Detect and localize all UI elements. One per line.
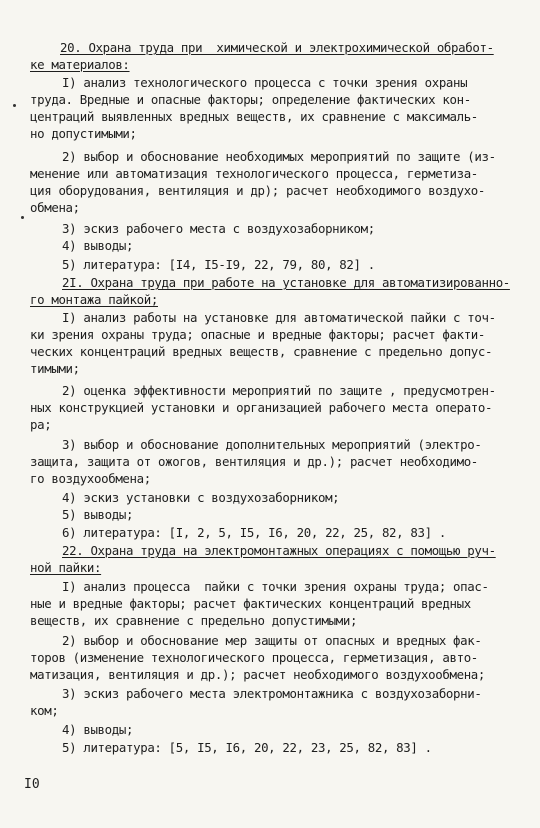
section-21-item-5-line: 5) выводы; — [62, 507, 134, 522]
section-20-item-2-line: обмена; — [30, 200, 80, 215]
section-20-title-line: 20. Охрана труда при химической и электрохимической обработ- — [60, 40, 494, 55]
scan-speck — [21, 216, 24, 219]
section-22-title-line: 22. Охрана труда на электромонтажных операциях с помощью руч- — [62, 543, 496, 558]
section-21-item-2-line: ных конструкцией установки и организацией рабочего места операто- — [30, 400, 493, 415]
section-21-item-6-line: 6) литература: [I, 2, 5, I5, I6, 20, 22, 25, 82, 83] . — [62, 525, 446, 540]
section-22-title-line: ной пайки: — [30, 560, 102, 575]
section-20-item-3-line: 3) эскиз рабочего места с воздухозаборником; — [62, 221, 375, 236]
section-21-item-4-line: 4) эскиз установки с воздухозаборником; — [62, 490, 340, 505]
section-21-title-line: го монтажа пайкой; — [30, 292, 158, 307]
section-21-item-3-line: го воздухообмена; — [30, 471, 151, 486]
section-21-item-2-line: 2) оценка эффективности мероприятий по защите , предусмотрен- — [62, 383, 496, 398]
section-22-item-3-line: ком; — [30, 703, 59, 718]
section-22-item-4-line: 4) выводы; — [62, 722, 134, 737]
page-number: I0 — [24, 777, 40, 792]
section-21-item-1-line: тимыми; — [30, 361, 80, 376]
section-21-item-2-line: ра; — [30, 417, 52, 432]
section-20-item-1-line: труда. Вредные и опасные факторы; определение фактических кон- — [30, 92, 471, 107]
section-20-item-5-line: 5) литература: [I4, I5-I9, 22, 79, 80, 82] . — [62, 257, 375, 272]
section-22-item-2-line: матизация, вентиляция и др.); расчет необходимого воздухообмена; — [30, 667, 486, 682]
section-22-item-5-line: 5) литература: [5, I5, I6, 20, 22, 23, 25, 82, 83] . — [62, 740, 432, 755]
section-20-item-2-line: 2) выбор и обоснование необходимых мероприятий по защите (из- — [62, 149, 496, 164]
section-22-item-3-line: 3) эскиз рабочего места электромонтажника с воздухозаборни- — [62, 686, 482, 701]
section-20-item-4-line: 4) выводы; — [62, 238, 134, 253]
section-22-item-1-line: веществ, их сравнение с предельно допустимыми; — [30, 613, 358, 628]
section-22-item-1-line: I) анализ процесса пайки с точки зрения охраны труда; опас- — [62, 579, 489, 594]
section-20-item-1-line: но допустимыми; — [30, 126, 137, 141]
section-20-item-1-line: центраций выявленных вредных веществ, их сравнение с максималь- — [30, 109, 478, 124]
section-21-item-3-line: защита, защита от ожогов, вентиляция и др.); расчет необходимо- — [30, 454, 478, 469]
scan-speck — [13, 104, 16, 107]
section-22-item-1-line: ные и вредные факторы; расчет фактических концентраций вредных — [30, 596, 471, 611]
section-20-item-2-line: менение или автоматизация технологического процесса, герметиза- — [30, 166, 478, 181]
section-22-item-2-line: торов (изменение технологического процесса, герметизация, авто- — [30, 650, 478, 665]
section-21-item-1-line: ки зрения охраны труда; опасные и вредные факторы; расчет факти- — [30, 327, 486, 342]
section-20-item-2-line: ция оборудования, вентиляция и др); расчет необходимого воздухо- — [30, 183, 486, 198]
section-20-title-line: ке материалов: — [30, 57, 130, 72]
section-21-title-line: 2I. Охрана труда при работе на установке для автоматизированно- — [62, 275, 510, 290]
section-21-item-1-line: I) анализ работы на установке для автоматической пайки с точ- — [62, 310, 496, 325]
section-21-item-3-line: 3) выбор и обоснование дополнительных мероприятий (электро- — [62, 437, 482, 452]
section-22-item-2-line: 2) выбор и обоснование мер защиты от опасных и вредных фак- — [62, 633, 482, 648]
section-20-item-1-line: I) анализ технологического процесса с точки зрения охраны — [62, 75, 468, 90]
section-21-item-1-line: ческих концентраций вредных веществ, сравнение с предельно допус- — [30, 344, 493, 359]
